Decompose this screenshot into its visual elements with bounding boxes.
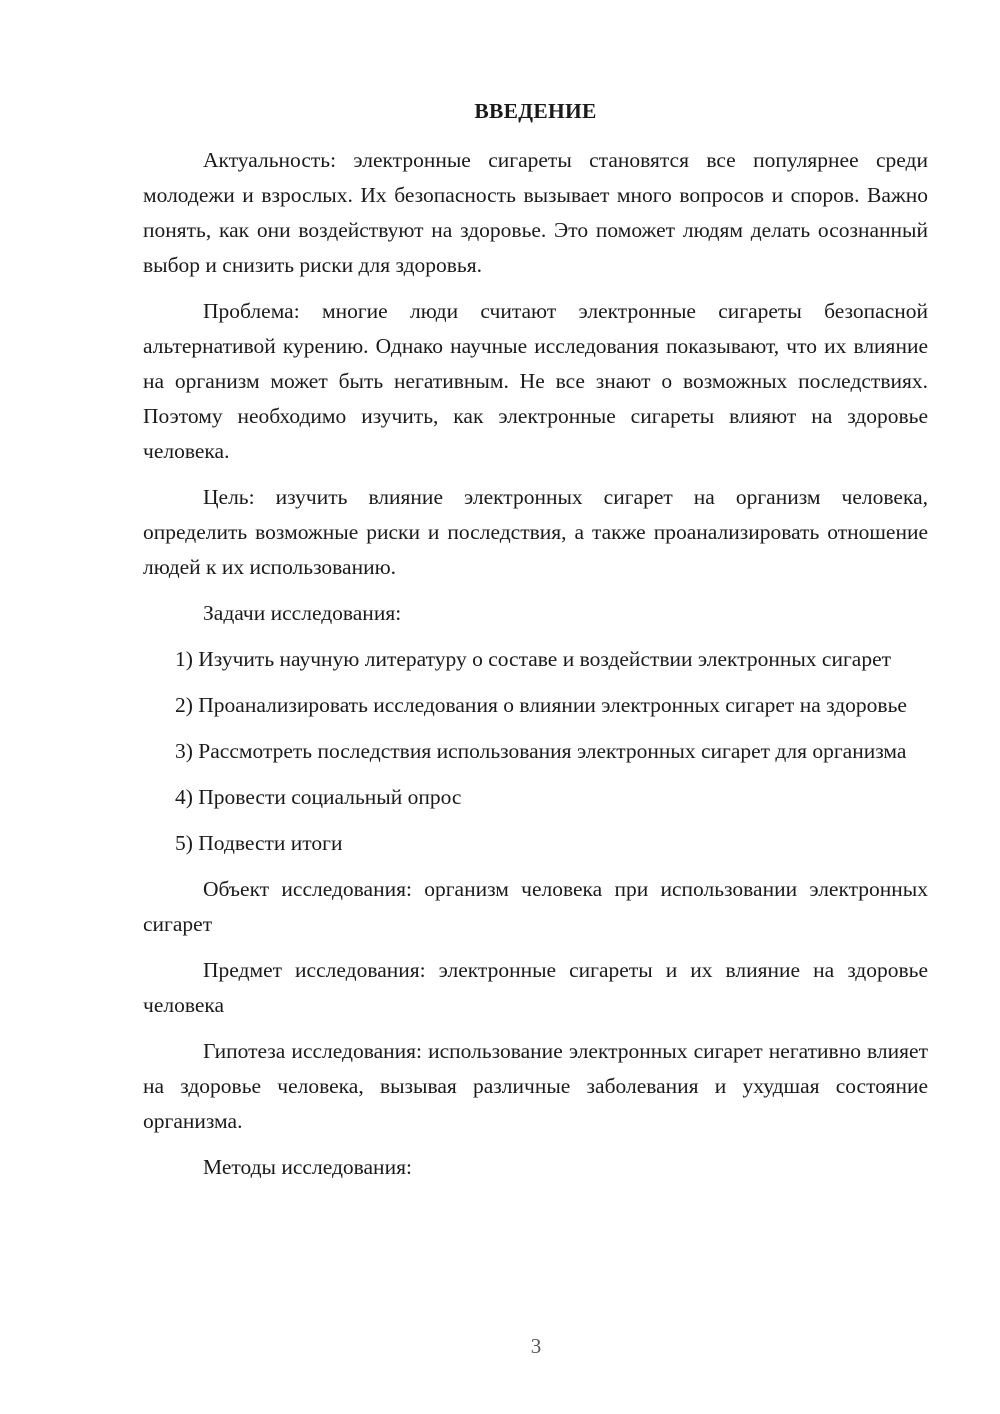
page-number: 3 xyxy=(530,1334,542,1358)
tasks-label: Задачи исследования: xyxy=(203,601,402,625)
task-item-3: 3) Рассмотреть последствия использования электронных сигарет для организма xyxy=(175,739,907,763)
task-item-2: 2) Проанализировать исследования о влиянии электронных сигарет на здоровье xyxy=(175,693,907,717)
task-item-5: 5) Подвести итоги xyxy=(175,831,343,855)
methods-label: Методы исследования: xyxy=(203,1155,412,1179)
paragraph-subject: Предмет исследования: электронные сигареты и их влияние на здоровье человека xyxy=(143,958,928,1017)
page-title: ВВЕДЕНИЕ xyxy=(474,99,597,123)
paragraph-object: Объект исследования: организм человека при использовании электронных сигарет xyxy=(143,877,928,936)
task-item-4: 4) Провести социальный опрос xyxy=(175,785,462,809)
paragraph-goal: Цель: изучить влияние электронных сигарет на организм человека, определить возможные риски и последствия, а также проанализировать отношение людей к их использованию. xyxy=(143,485,928,579)
document-page xyxy=(143,96,928,1196)
paragraph-problem: Проблема: многие люди считают электронные сигареты безопасной альтернативой курению. Однако научные исследования показывают, что их влияние на организм может быть негативным. Не все знают о возможных последствиях. Поэтому необходимо изучить, как электронные сигареты влияют на здоровье человека. xyxy=(143,299,928,463)
paragraph-relevance: Актуальность: электронные сигареты становятся все популярнее среди молодежи и взрослых. Их безопасность вызывает много вопросов и споров. Важно понять, как они воздействуют на здоровье. Это поможет людям делать осознанный выбор и снизить риски для здоровья. xyxy=(143,148,928,277)
task-item-1: 1) Изучить научную литературу о составе и воздействии электронных сигарет xyxy=(175,647,892,671)
paragraph-hypothesis: Гипотеза исследования: использование электронных сигарет негативно влияет на здоровье человека, вызывая различные заболевания и ухудшая состояние организма. xyxy=(143,1039,928,1133)
